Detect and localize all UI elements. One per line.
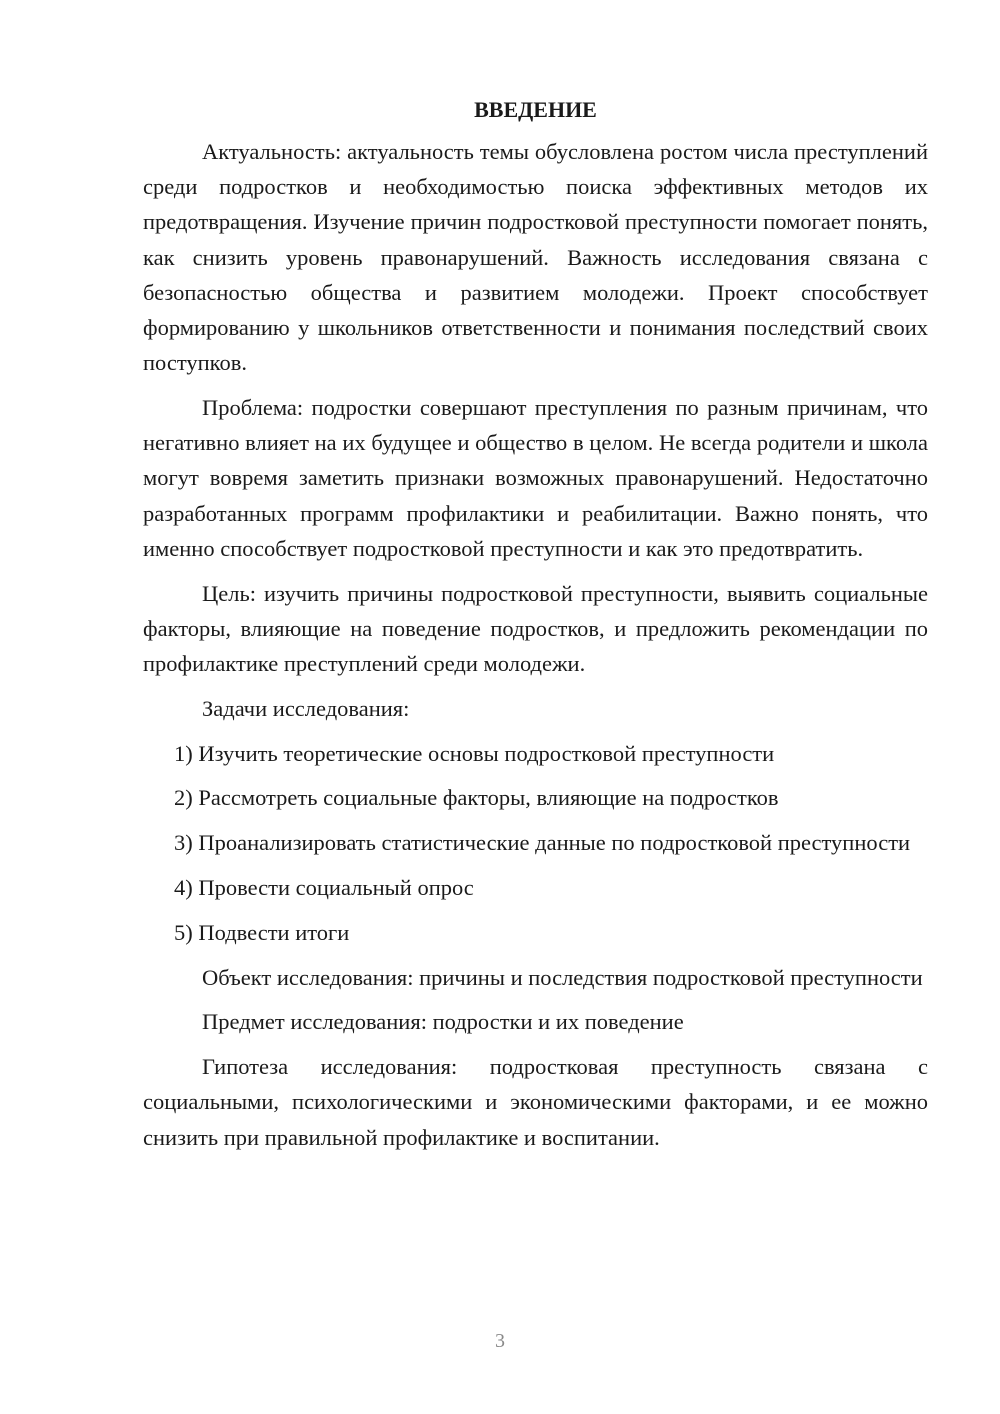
paragraph-relevance: Актуальность: актуальность темы обусловлена ростом числа преступлений среди подростков и необходимостью поиска эффективных методов их предотвращения. Изучение причин подростковой преступности помогает понять, как снизить уровень правонарушений. Важность исследования связана с безопасностью общества и развитием молодежи. Проект способствует формированию у школьников ответственности и понимания последствий своих поступков. bbox=[143, 139, 928, 376]
document-page bbox=[143, 92, 928, 1164]
list-item: 3) Проанализировать статистические данные по подростковой преступности bbox=[174, 830, 911, 856]
paragraph-object: Объект исследования: причины и последствия подростковой преступности bbox=[202, 964, 923, 990]
list-item: 1) Изучить теоретические основы подростковой преступности bbox=[174, 740, 775, 766]
paragraph-goal: Цель: изучить причины подростковой преступности, выявить социальные факторы, влияющие на поведение подростков, и предложить рекомендации по профилактике преступлений среди молодежи. bbox=[143, 580, 928, 677]
list-item: 2) Рассмотреть социальные факторы, влияющие на подростков bbox=[174, 785, 779, 811]
paragraph-tasks-intro: Задачи исследования: bbox=[202, 695, 410, 721]
paragraph-hypothesis: Гипотеза исследования: подростковая преступность связана с социальными, психологическими и экономическими факторами, и ее можно снизить при правильной профилактике и воспитании. bbox=[143, 1054, 928, 1150]
paragraph-subject: Предмет исследования: подростки и их поведение bbox=[202, 1009, 684, 1035]
list-item: 5) Подвести итоги bbox=[174, 919, 350, 945]
list-item: 4) Провести социальный опрос bbox=[174, 875, 474, 901]
tasks-list bbox=[143, 736, 928, 950]
page-number: 3 bbox=[495, 1330, 505, 1352]
section-heading: ВВЕДЕНИЕ bbox=[474, 97, 597, 122]
paragraph-problem: Проблема: подростки совершают преступления по разным причинам, что негативно влияет на их будущее и общество в целом. Не всегда родители и школа могут вовремя заметить признаки возможных правонарушений. Недостаточно разработанных программ профилактики и реабилитации. Важно понять, что именно способствует подростковой преступности и как это предотвратить. bbox=[143, 395, 928, 561]
